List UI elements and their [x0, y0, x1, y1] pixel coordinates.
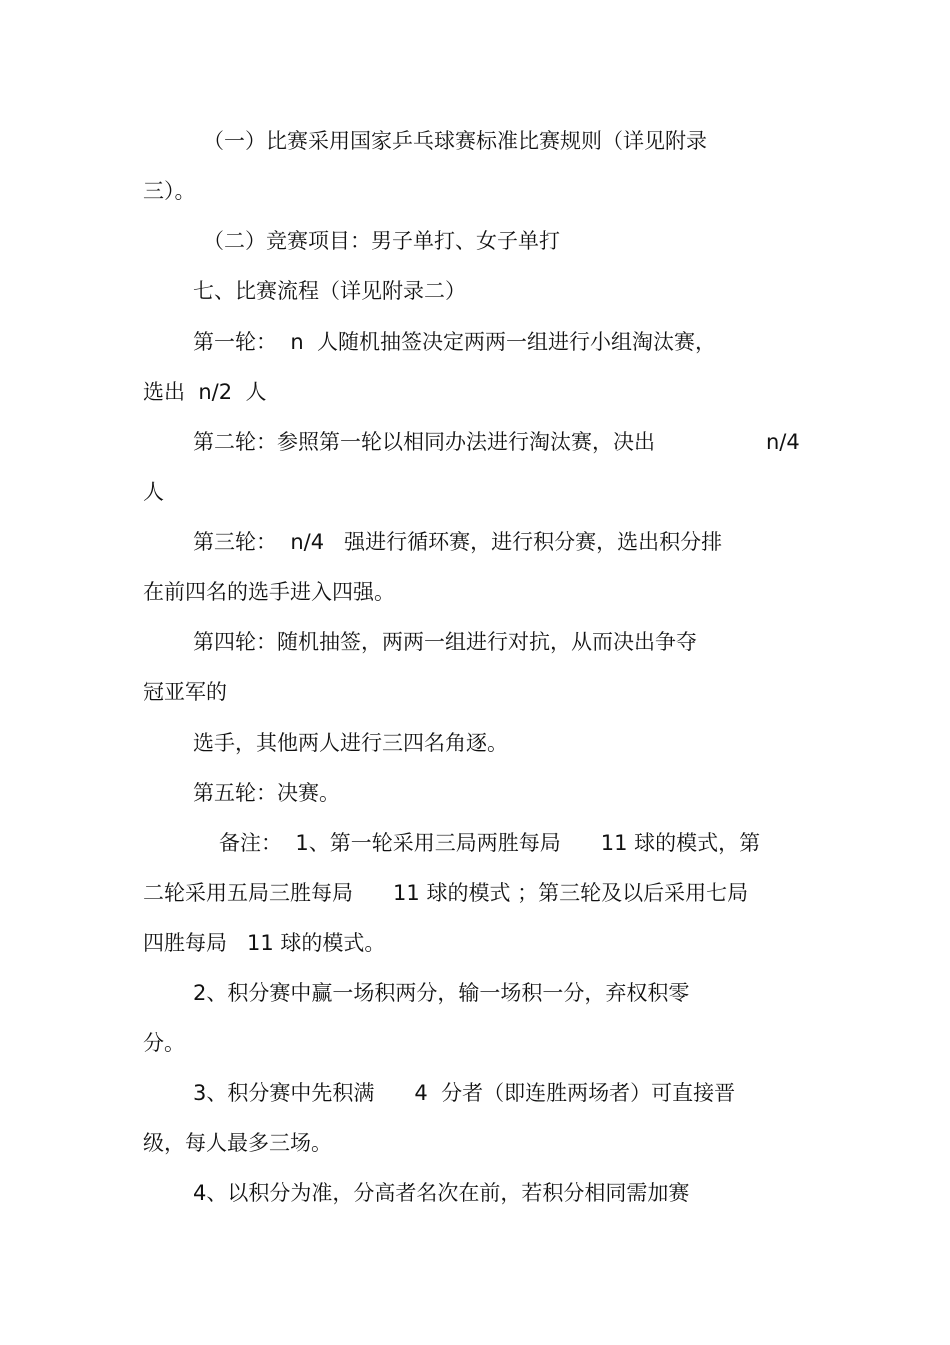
note-line-3: 3、积分赛中先积满 4 分者（即连胜两场者）可直接晋	[193, 1081, 736, 1105]
note-line-1: 备注： 1、第一轮采用三局两胜每局 11 球的模式，第	[219, 831, 761, 855]
note-line-3-cont: 级，每人最多三场。	[143, 1131, 332, 1155]
round-2-value: n/4	[766, 430, 800, 454]
note-line-2-cont: 分。	[143, 1031, 185, 1055]
note-line-2: 2、积分赛中赢一场积两分，输一场积一分，弃权积零	[193, 981, 690, 1005]
rule-line-2: （二）竞赛项目：男子单打、女子单打	[203, 229, 560, 253]
note-line-1-cont-2: 四胜每局 11 球的模式。	[143, 931, 386, 955]
round-3-line-cont: 在前四名的选手进入四强。	[143, 580, 395, 604]
round-1-line-cont: 选出 n/2 人	[143, 380, 267, 404]
rule-line-1-cont: 三）。	[143, 179, 196, 203]
rule-line-1: （一）比赛采用国家乒乓球赛标准比赛规则（详见附录	[203, 129, 707, 153]
round-4-line-cont-2: 选手，其他两人进行三四名角逐。	[193, 731, 508, 755]
round-2-line: 第二轮：参照第一轮以相同办法进行淘汰赛，决出	[193, 430, 655, 454]
note-line-1-cont: 二轮采用五局三胜每局 11 球的模式 ；第三轮及以后采用七局	[143, 881, 749, 905]
round-4-line: 第四轮：随机抽签，两两一组进行对抗，从而决出争夺	[193, 630, 697, 654]
note-line-4: 4、以积分为准，分高者名次在前，若积分相同需加赛	[193, 1181, 690, 1205]
round-2-line-cont: 人	[143, 480, 164, 504]
section-heading-7: 七、比赛流程（详见附录二）	[193, 279, 466, 303]
round-5-line: 第五轮：决赛。	[193, 781, 340, 805]
round-4-line-cont: 冠亚军的	[143, 680, 227, 704]
round-3-line: 第三轮： n/4 强进行循环赛，进行积分赛，选出积分排	[193, 530, 723, 554]
round-1-line: 第一轮： n 人随机抽签决定两两一组进行小组淘汰赛，	[193, 330, 717, 354]
